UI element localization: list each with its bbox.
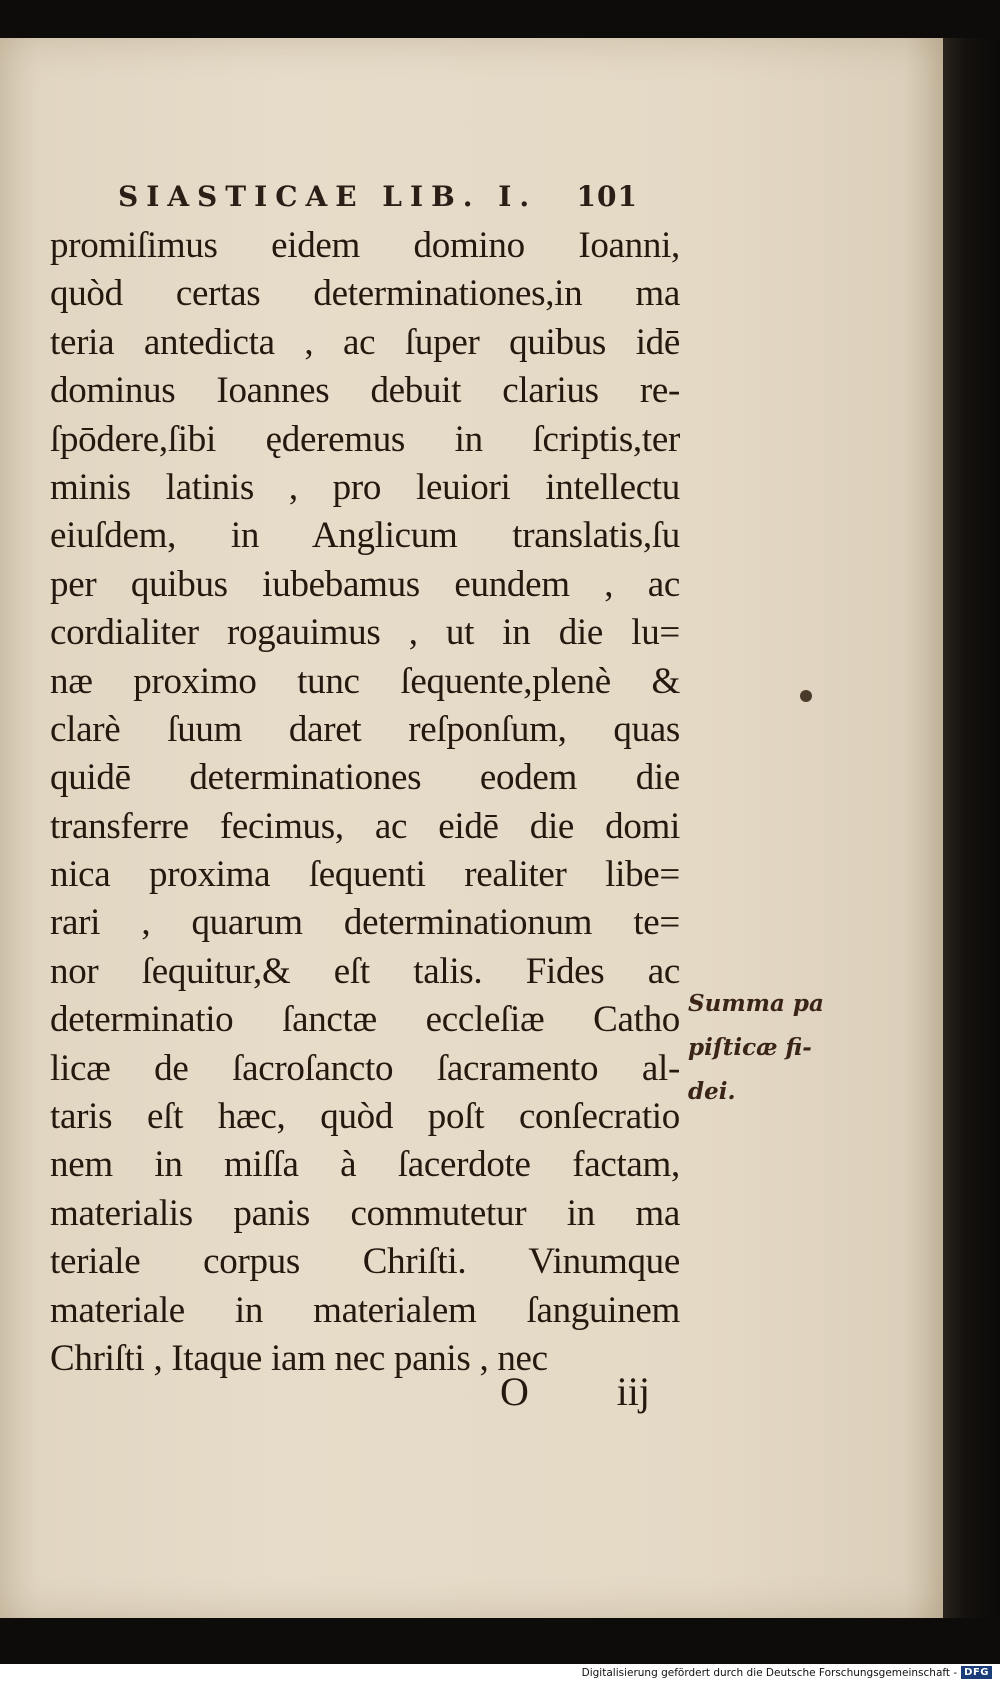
- text-line: nem in miſſa à ſacerdote factam,: [50, 1144, 680, 1186]
- ink-speck: [800, 690, 812, 702]
- marginal-note-line: Summa pa: [688, 990, 824, 1017]
- running-head-title: SIASTICAE LIB. I.: [118, 180, 538, 213]
- dfg-logo: DFG: [961, 1666, 992, 1679]
- text-line: transferre fecimus, ac eidē die domi: [50, 805, 680, 847]
- body-text: [50, 222, 690, 1383]
- text-line: nica proxima ſequenti realiter libe=: [50, 854, 680, 896]
- text-line: teria antedicta , ac ſuper quibus idē: [50, 321, 680, 363]
- text-line: quidē determinationes eodem die: [50, 757, 680, 799]
- text-line: per quibus iubebamus eundem , ac: [50, 563, 680, 605]
- text-line: nor ſequitur,& eſt talis. Fides ac: [50, 950, 680, 992]
- footer-credit-text: Digitalisierung gefördert durch die Deutsche Forschungsgemeinschaft -: [581, 1666, 958, 1679]
- text-line: quòd certas determinationes,in ma: [50, 273, 680, 315]
- text-line: Chriſti , Itaque iam nec panis , nec: [50, 1337, 548, 1379]
- marginal-note: [688, 982, 848, 1114]
- text-line: teriale corpus Chriſti. Vinumque: [50, 1241, 680, 1283]
- text-line: materialis panis commutetur in ma: [50, 1192, 680, 1234]
- text-line: cordialiter rogauimus , ut in die lu=: [50, 612, 680, 654]
- text-line: dominus Ioannes debuit clarius re-: [50, 370, 680, 412]
- text-line: licæ de ſacroſancto ſacramento al-: [50, 1047, 680, 1089]
- text-line: minis latinis , pro leuiori intellectu: [50, 466, 680, 508]
- text-line: determinatio ſanctæ eccleſiæ Catho: [50, 999, 680, 1041]
- running-head: [118, 180, 638, 213]
- text-line: promiſimus eidem domino Ioanni,: [50, 225, 680, 266]
- page-edge-shadow: [943, 38, 1000, 1618]
- text-line: clarè ſuum daret reſponſum, quas: [50, 708, 680, 750]
- text-line: eiuſdem, in Anglicum translatis,ſu: [50, 515, 680, 557]
- text-line: næ proximo tunc ſequente,plenè &: [50, 660, 680, 702]
- text-line: materiale in materialem ſanguinem: [50, 1289, 680, 1331]
- text-line: rari , quarum determinationum te=: [50, 902, 680, 944]
- signature-number: iij: [616, 1369, 650, 1414]
- signature-letter: O: [500, 1369, 529, 1414]
- text-line: taris eſt hæc, quòd poſt conſecratio: [50, 1096, 680, 1138]
- text-line: ſpōdere,ſibi ęderemus in ſcriptis,ter: [50, 418, 680, 460]
- marginal-note-line: piſticæ fi-: [688, 1034, 812, 1061]
- footer-credit: [582, 1666, 992, 1679]
- signature-mark: [500, 1368, 650, 1415]
- page-number: 101: [576, 180, 638, 213]
- marginal-note-line: dei.: [688, 1078, 736, 1105]
